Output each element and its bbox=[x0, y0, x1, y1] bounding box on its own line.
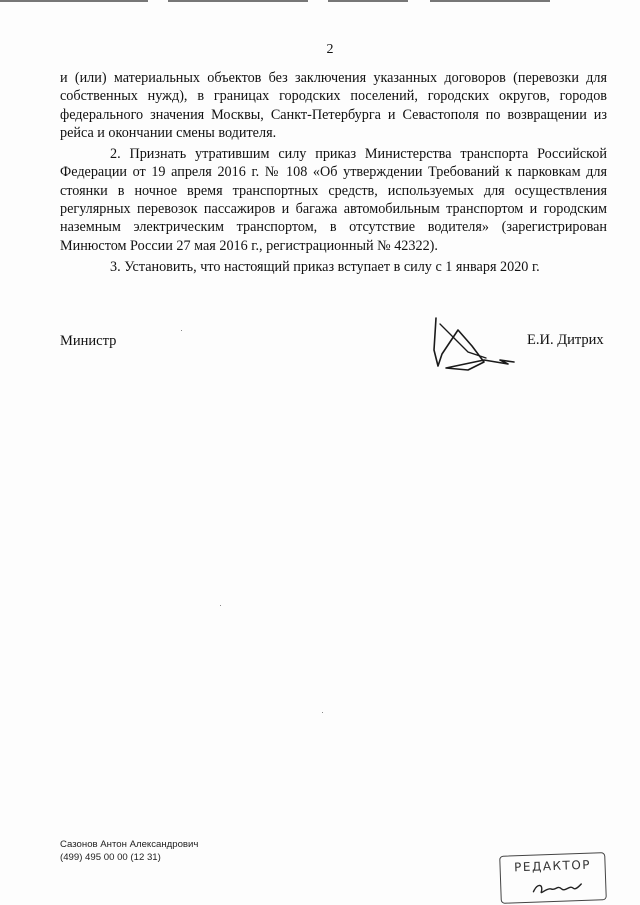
signatory-title: Министр bbox=[60, 333, 117, 349]
editor-stamp bbox=[499, 852, 607, 904]
document-body bbox=[60, 69, 607, 276]
executor-phone: (499) 495 00 00 (12 31) bbox=[60, 852, 161, 863]
signatory-name: Е.И. Дитрих bbox=[527, 332, 604, 348]
scan-edge-mark bbox=[0, 0, 148, 2]
handwritten-signature bbox=[428, 310, 538, 375]
executor-name: Сазонов Антон Александрович bbox=[60, 839, 199, 850]
paragraph-item-2: 2. Признать утратившим силу приказ Министерства транспорта Российской Федерации от 19 апреля 2016 г. № 108 «Об утверждении Требований к парковкам для стоянки в ночное время транспортных средств, используемых для осуществления регулярных перевозок пассажиров и багажа автомобильным транспортом и городским наземным электрическим транспортом, в отсутствие водителя» (зарегистрирован Минюстом России 27 мая 2016 г., регистрационный № 42322). bbox=[60, 146, 607, 254]
stamp-initials-scribble bbox=[529, 876, 586, 898]
scan-speck bbox=[220, 605, 221, 606]
stamp-label: РЕДАКТОР bbox=[513, 857, 592, 875]
scan-edge-mark bbox=[430, 0, 550, 2]
scan-speck bbox=[322, 712, 323, 713]
scan-speck bbox=[181, 330, 182, 331]
paragraph-continuation: и (или) материальных объектов без заключения указанных договоров (перевозки для собственных нужд), в границах городских поселений, городских округов, городов федерального значения Москвы, Санкт-Петербурга и Севастополя по возвращении из рейса и окончании смены водителя. bbox=[60, 70, 607, 141]
executor-block bbox=[60, 838, 198, 864]
page-number: 2 bbox=[326, 42, 334, 57]
scan-edge-mark bbox=[328, 0, 408, 2]
scan-edge-mark bbox=[168, 0, 308, 2]
paragraph-item-3: 3. Установить, что настоящий приказ вступает в силу с 1 января 2020 г. bbox=[110, 258, 540, 275]
